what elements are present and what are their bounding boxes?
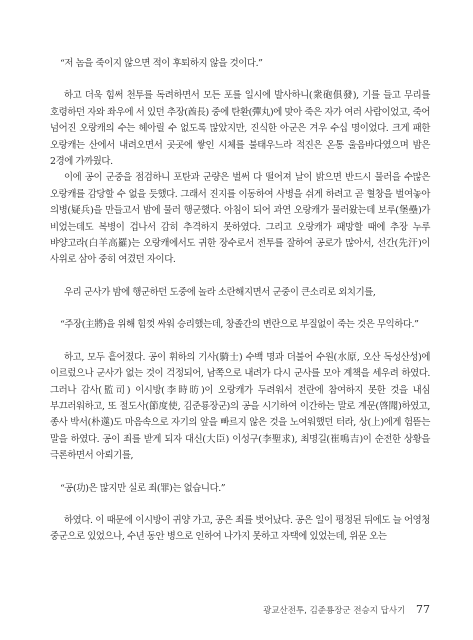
quote-paragraph-7: “공(功)은 많지만 실로 죄(罪)는 없습니다.”: [60, 482, 226, 494]
paragraph-gap: [50, 72, 430, 88]
body-text: [50, 56, 430, 546]
body-paragraph-4: 우리 군사가 밤에 행군하던 도중에 놀라 소란해지면서 군중이 큰소리로 외치기를,: [64, 286, 376, 298]
quote-paragraph-5: “주장(主將)을 위해 힘껏 싸워 승리했는데, 창졸간의 변란으로 부질없이 죽는 것은 무익하다.”: [60, 319, 419, 331]
page-footer: [0, 603, 430, 616]
body-paragraph-3: 이에 공이 군중을 점검하니 포탄과 군량은 벌써 다 떨어져 날이 밝으면 반드시 물러을 수많은 오랑캐를 감당할 수 없을 듯했다. 그래서 진지를 이동하여 사병을 쉬게 하려고 곧 혈창을 벌여놓아 의병(疑兵)을 만들고서 밤에 물러 행군했다. 아침이 되어 과연 오랑캐가 물러왔는데 보루(堡壘)가 비었는데도 복병이 겁나서 감히 추격하지 못하였다. 그리고 오랑캐가 패망할 때에 추장 누루 뱌양고라(白羊高羅)는 오랑캐에서도 귀한 장수로서 전투를 잘하여 공로가 많아서, 선간(先汗)이 사위로 삼아 중히 여겼던 자이다.: [50, 172, 430, 266]
paragraph-gap: [50, 334, 430, 350]
body-paragraph-6: 하고, 모두 흩어졌다. 공이 휘하의 기사(騎士) 수백 명과 더불어 수원(水原, 오산 독성산성)에 이르렀으나 군사가 없는 것이 걱정되어, 남쪽으로 내려가 다시 군사를 모아 계책을 세우려 하였다. 그러나 감사(監司) 이시방(李時昉)이 오랑캐가 두려워서 전란에 참여하지 못한 것을 내심 부끄러워하고, 또 절도사(節度使, 김준룡장군)의 공을 시기하여 이간하는 말로 계문(啓聞)하였고, 종사 박서(朴遾)도 마음속으로 자기의 앞을 빠르지 않은 것을 노여워했던 터라, 상(上)에게 험뜯는 말을 하였다. 공이 죄를 받게 되자 대신(大臣) 이성구(李聖求), 최명길(崔鳴吉)이 순전한 상황을 극론하면서 아뢰기를,: [50, 351, 430, 462]
paragraph-gap: [50, 269, 430, 285]
page-number: 77: [416, 603, 430, 616]
running-title: 광교산전투, 김준룡장군 전승지 답사기: [263, 606, 406, 616]
body-paragraph-2: 하고 더욱 힘써 천투를 독려하면서 모든 포를 일시에 발사하니(衆砲俱發), 기를 들고 무리를 호령하던 자와 좌우에 서 있던 추장(酋長) 중에 탄환(彈丸)에 맞아 죽은 자가 여러 사람이었고, 죽어 넘어진 오랑캐의 수는 헤아릴 수 없도록 많았지만, 진식한 아군은 겨우 수십 명이었다. 크게 패한 오랑캐는 산에서 내려오면서 곳곳에 쌓인 시체를 불태우느라 적진은 온통 울음바다였으며 밤은 2경에 가까웠다.: [50, 90, 430, 168]
paragraph-gap: [50, 497, 430, 513]
quote-paragraph-1: “저 놈을 죽이지 않으면 적이 후퇴하지 않을 것이다.”: [60, 58, 263, 69]
paragraph-gap: [50, 301, 430, 317]
paragraph-gap: [50, 465, 430, 481]
body-paragraph-8: 하였다. 이 때문에 이시방이 귀양 가고, 공은 죄를 벗어났다. 공은 일이 평정된 뒤에도 늘 어영청 중군으로 있었으나, 수년 동안 병으로 인하여 나가지 못하고 자택에 있었는데, 위문 오는: [50, 514, 430, 543]
